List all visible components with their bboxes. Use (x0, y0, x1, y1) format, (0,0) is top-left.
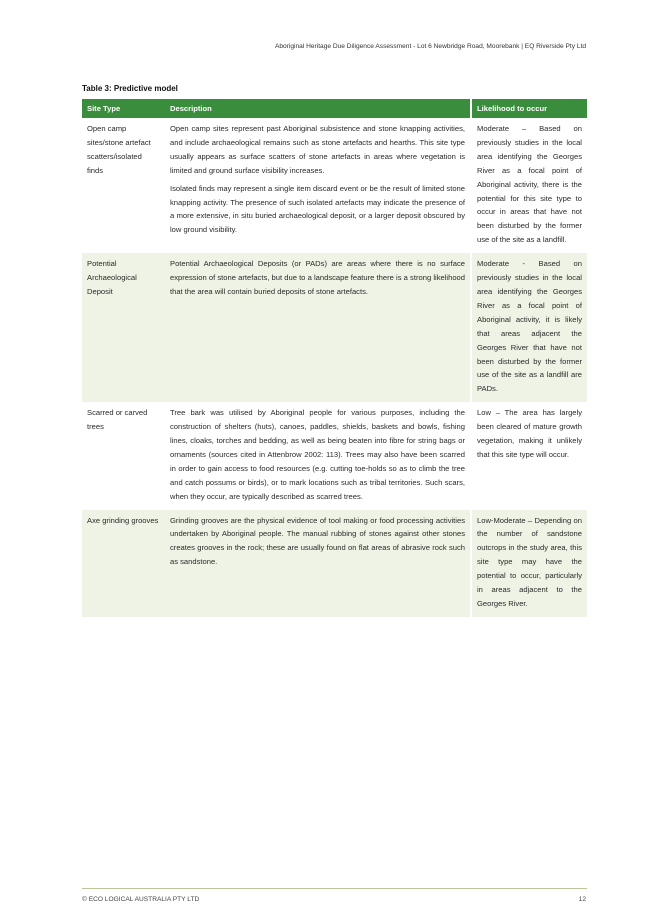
table-row (82, 118, 587, 253)
table-row (82, 253, 587, 402)
footer-copyright: © ECO LOGICAL AUSTRALIA PTY LTD (82, 896, 200, 903)
running-header: Aboriginal Heritage Due Diligence Assessment - Lot 6 Newbridge Road, Moorebank | EQ Riverside Pty Ltd (274, 43, 586, 50)
description-paragraph: Tree bark was utilised by Aboriginal people for various purposes, including the construction of shelters (huts), canoes, paddles, shields, baskets and bowls, fishing lines, cloaks, torches and bedding, as well as being beaten into fibre for string bags or ornaments (sources cited in Attenbrow 2002: 113). Trees may also have been scarred in order to gain access to food resources (e.g. cutting toe-holds so as to climb the tree and catch possums or birds), or to mark locations such as tribal territories. Such scars, when they occur, are typically described as scarred trees. (170, 408, 465, 501)
table-row (82, 402, 587, 509)
table-caption: Table 3: Predictive model (82, 84, 178, 93)
column-header-site-type: Site Type (82, 99, 165, 118)
likelihood-cell (471, 118, 587, 253)
column-header-description: Description (165, 99, 471, 118)
description-paragraph: Open camp sites represent past Aboriginal subsistence and stone knapping activities, and include archaeological remains such as stone artefacts and hearths. This site type usually appears as surface scatters of stone artefacts in areas where vegetation is limited and ground surface visibility increases. (170, 124, 465, 175)
likelihood-cell (471, 253, 587, 402)
description-cell (165, 510, 471, 617)
likelihood-cell (471, 402, 587, 509)
description-cell (165, 118, 471, 253)
likelihood-text: Moderate – Based on previously studies in the local area identifying the Georges River as a focal point of Aboriginal activity, there is the potential for this site type to occur in areas that have not been disturbed by the former use of the site as a landfill. (477, 124, 582, 245)
footer-divider (82, 888, 587, 889)
likelihood-cell (471, 510, 587, 617)
site-type-cell: Axe grinding grooves (82, 510, 165, 617)
description-paragraph: Isolated finds may represent a single item discard event or be the result of limited stone knapping activity. The presence of such isolated artefacts may indicate the presence of a more extensive, in situ buried archaeological deposit, or a larger deposit obscured by low ground visibility. (170, 183, 465, 235)
predictive-model-table (82, 99, 587, 617)
description-paragraph: Grinding grooves are the physical evidence of tool making or food processing activities undertaken by Aboriginal people. The manual rubbing of stones against other stones creates grooves in the rock; these are usually found on flat areas of abrasive rock such as sandstone. (170, 515, 465, 567)
table-row (82, 510, 587, 617)
site-type-cell: Open camp sites/stone artefact scatters/isolated finds (82, 118, 165, 253)
description-cell (165, 253, 471, 402)
page-number: 12 (578, 896, 586, 903)
description-paragraph: Potential Archaeological Deposits (or PADs) are areas where there is no surface expression of stone artefacts, but due to a landscape feature there is a strong likelihood that the area will contain buried deposits of stone artefacts. (170, 259, 465, 296)
table-header-row (82, 99, 587, 118)
likelihood-text: Moderate - Based on previously studies in the local area identifying the Georges River as a focal point of Aboriginal activity, it is likely that areas adjacent the Georges River that have not been disturbed by the former use of the site as a landfill are PADs. (477, 259, 582, 394)
site-type-cell: Potential Archaeological Deposit (82, 253, 165, 402)
likelihood-text: Low – The area has largely been cleared of mature growth vegetation, making it unlikely that this site type will occur. (477, 408, 582, 459)
column-header-likelihood: Likelihood to occur (471, 99, 587, 118)
likelihood-text: Low-Moderate – Depending on the number of sandstone outcrops in the study area, this site type may have the potential to occur, particularly in areas adjacent to the Georges River. (477, 515, 582, 608)
description-cell (165, 402, 471, 509)
site-type-cell: Scarred or carved trees (82, 402, 165, 509)
